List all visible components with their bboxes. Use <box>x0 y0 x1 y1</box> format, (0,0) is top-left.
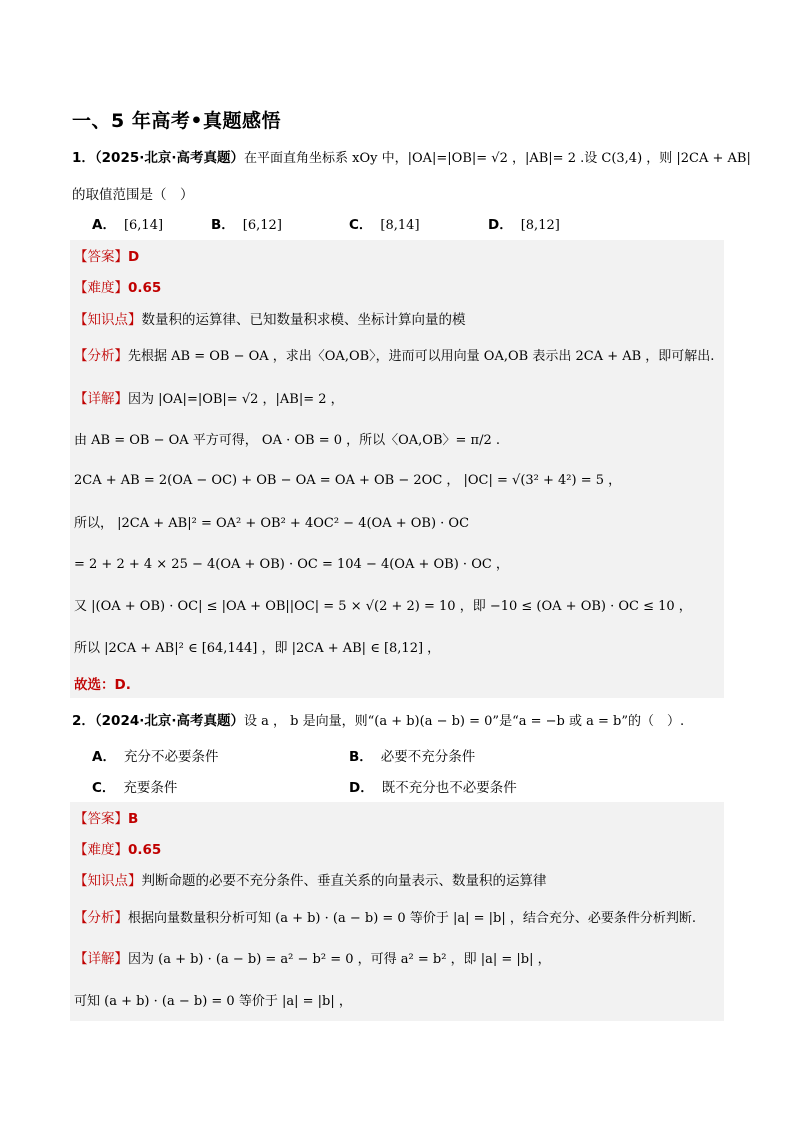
q1-answer: 【答案】D <box>74 249 140 265</box>
q1-conclusion: 故选：D. <box>74 677 131 693</box>
q2-option-a: A． 充分不必要条件 <box>92 749 219 765</box>
q2-source: （2024·北京·高考真题） <box>94 713 244 729</box>
q1-detail-line4: 所以， |2CA + AB|² = OA² + OB² + 4OC² − 4(OA + OB) · OC <box>74 516 470 531</box>
q2-detail-line2: 可知 (a + b) · (a − b) = 0 等价于 |a| = |b| ， <box>74 994 352 1009</box>
q2-knowledge: 【知识点】判断命题的必要不充分条件、垂直关系的向量表示、数量积的运算律 <box>74 873 547 889</box>
q1-detail-line3: 2CA + AB = 2(OA − OC) + OB − OA = OA + OB − 2OC ， |OC| = √(3² + 4²) = 5 ， <box>74 473 622 488</box>
q2-option-d: D． 既不充分也不必要条件 <box>349 780 517 796</box>
q1-detail-line6: 又 |(OA + OB) · OC| ≤ |OA + OB||OC| = 5 × √(2 + 2) = 10 ，即 −10 ≤ (OA + OB) · OC ≤ 10 ， <box>74 599 692 614</box>
q1-stem-line2: 的取值范围是（ ） <box>72 187 194 203</box>
q2-difficulty: 【难度】0.65 <box>74 842 162 858</box>
q2-number: 2． <box>72 713 95 729</box>
q2-option-c: C． 充要条件 <box>92 780 178 796</box>
q1-analysis: 【分析】先根据 AB = OB − OA ，求出〈OA,OB〉，进而可以用向量 OA,OB 表示出 2CA + AB ，即可解出. <box>74 348 715 364</box>
q1-detail-line1: 【详解】因为 |OA|=|OB|= √2 ，|AB|= 2 ， <box>74 391 344 407</box>
section-title: 一、5 年高考•真题感悟 <box>72 110 281 132</box>
q1-detail-line5: = 2 + 2 + 4 × 25 − 4(OA + OB) · OC = 104 − 4(OA + OB) · OC ， <box>74 557 509 572</box>
q2-option-b: B． 必要不充分条件 <box>349 749 476 765</box>
q2-answer: 【答案】B <box>74 811 139 827</box>
q2-analysis: 【分析】根据向量数量积分析可知 (a + b) · (a − b) = 0 等价于 |a| = |b| ，结合充分、必要条件分析判断. <box>74 910 696 926</box>
q1-option-a: A． [6,14] <box>92 217 164 233</box>
q1-source: （2025·北京·高考真题） <box>94 150 244 166</box>
q1-knowledge: 【知识点】数量积的运算律、已知数量积求模、坐标计算向量的模 <box>74 312 466 328</box>
q1-option-d: D． [8,12] <box>488 217 560 233</box>
q2-stem <box>72 711 684 732</box>
q1-detail-line2: 由 AB = OB − OA 平方可得， OA · OB = 0 ，所以〈OA,OB〉= π/2 . <box>74 433 500 448</box>
q2-detail-line1: 【详解】因为 (a + b) · (a − b) = a² − b² = 0 ，可得 a² = b² ，即 |a| = |b| ， <box>74 951 551 967</box>
q1-detail-line7: 所以 |2CA + AB|² ∈ [64,144] ，即 |2CA + AB| ∈ [8,12] ， <box>74 641 441 656</box>
q1-number: 1． <box>72 150 95 166</box>
q1-solution-block <box>70 240 724 698</box>
q1-option-c: C． [8,14] <box>349 217 420 233</box>
q1-stem-text: 在平面直角坐标系 xOy 中，|OA|=|OB|= √2 ，|AB|= 2 .设 C(3,4) ，则 |2CA + AB| <box>244 151 751 166</box>
q2-stem-text: 设 a ， b 是向量，则“(a + b)(a − b) = 0”是“a = −b 或 a = b”的（ ）. <box>244 714 685 729</box>
q1-stem-line1 <box>72 148 751 169</box>
q1-difficulty: 【难度】0.65 <box>74 280 162 296</box>
q1-option-b: B． [6,12] <box>211 217 282 233</box>
